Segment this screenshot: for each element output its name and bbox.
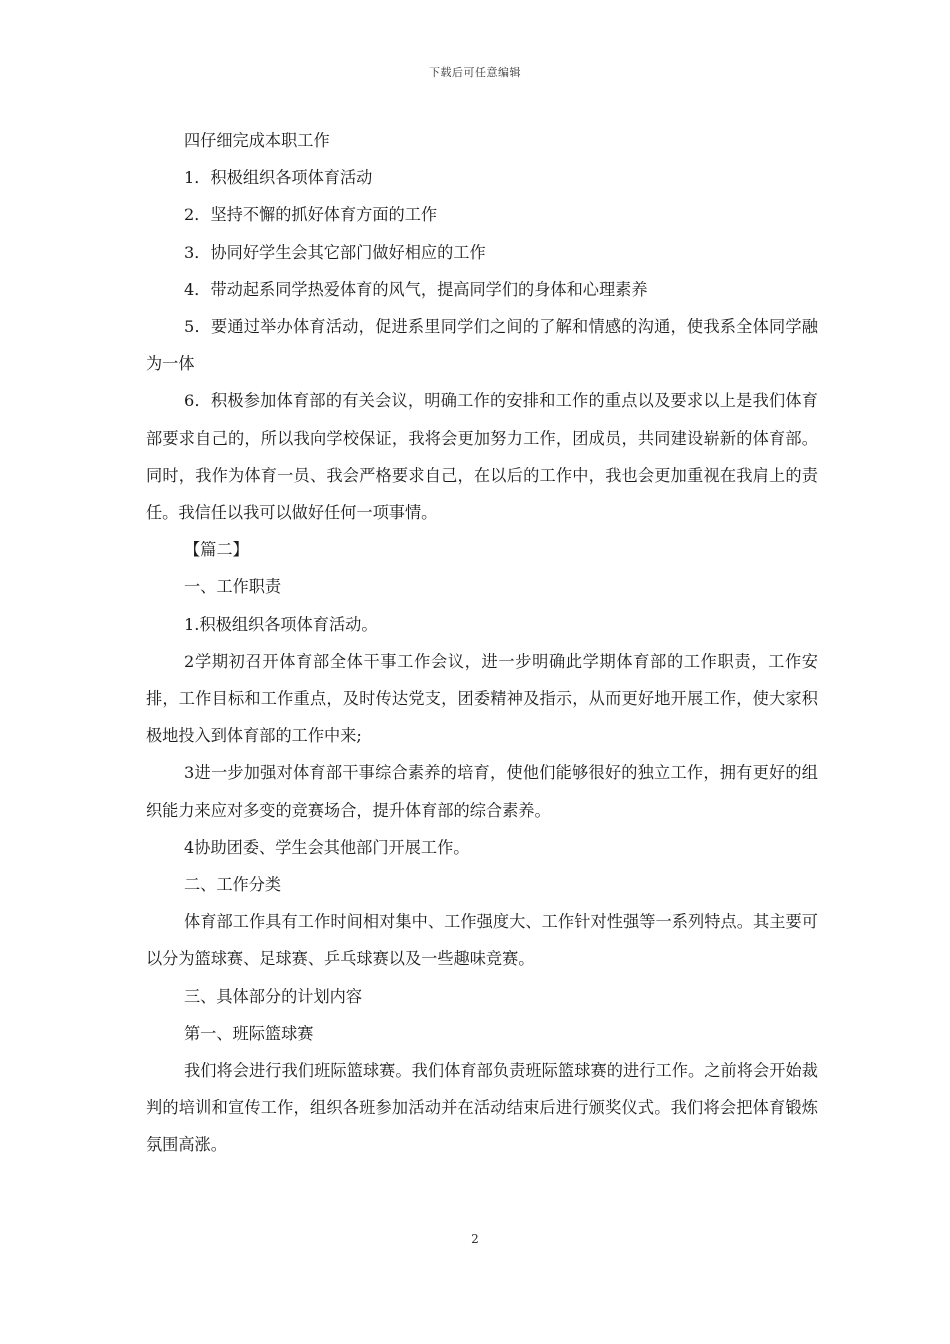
paragraph-item-5: 5．要通过举办体育活动，促进系里同学们之间的了解和情感的沟通，使我系全体同学融为一体 (146, 317, 818, 374)
section-heading-part-two: 【篇二】 (184, 540, 249, 560)
paragraph-item-4: 4．带动起系同学热爱体育的风气，提高同学们的身体和心理素养 (184, 279, 648, 299)
heading-work-duties: 一、工作职责 (184, 577, 282, 597)
page-header: 下载后可任意编辑 (429, 66, 521, 79)
paragraph-duty-3: 3进一步加强对体育部干事综合素养的培育，使他们能够很好的独立工作，拥有更好的组织能力来应对多变的竞赛场合，提升体育部的综合素养。 (146, 763, 818, 820)
heading-plan-content: 三、具体部分的计划内容 (184, 986, 363, 1006)
paragraph-item-2: 2．坚持不懈的抓好体育方面的工作 (184, 205, 438, 225)
paragraph-basketball: 我们将会进行我们班际篮球赛。我们体育部负责班际篮球赛的进行工作。之前将会开始裁判的培训和宣传工作，组织各班参加活动并在活动结束后进行颁奖仪式。我们将会把体育锻炼氛围高涨。 (146, 1061, 818, 1155)
paragraph-duty-1: 1.积极组织各项体育活动。 (184, 614, 378, 634)
document-body (146, 122, 818, 1164)
paragraph-item-1: 1．积极组织各项体育活动 (184, 168, 373, 188)
heading-basketball: 第一、班际篮球赛 (184, 1023, 314, 1043)
paragraph-item-3: 3．协同好学生会其它部门做好相应的工作 (184, 242, 486, 262)
paragraph-categories: 体育部工作具有工作时间相对集中、工作强度大、工作针对性强等一系列特点。其主要可以分为篮球赛、足球赛、乒乓球赛以及一些趣味竞赛。 (146, 912, 818, 969)
paragraph-section-four-title: 四仔细完成本职工作 (184, 131, 330, 150)
paragraph-duty-4: 4协助团委、学生会其他部门开展工作。 (184, 837, 470, 857)
paragraph-duty-2: 2学期初召开体育部全体干事工作会议，进一步明确此学期体育部的工作职责，工作安排，工作目标和工作重点，及时传达党支，团委精神及指示，从而更好地开展工作，使大家积极地投入到体育部的工作中来; (146, 651, 818, 746)
heading-work-categories: 二、工作分类 (184, 875, 282, 895)
paragraph-item-6: 6．积极参加体育部的有关会议，明确工作的安排和工作的重点以及要求以上是我们体育部要求自己的，所以我向学校保证，我将会更加努力工作，团成员，共同建设崭新的体育部。同时，我作为体育一员、我会严格要求自己，在以后的工作中，我也会更加重视在我肩上的责任。我信任以我可以做好任何一项事情。 (146, 391, 818, 523)
page-number: 2 (471, 1232, 479, 1246)
